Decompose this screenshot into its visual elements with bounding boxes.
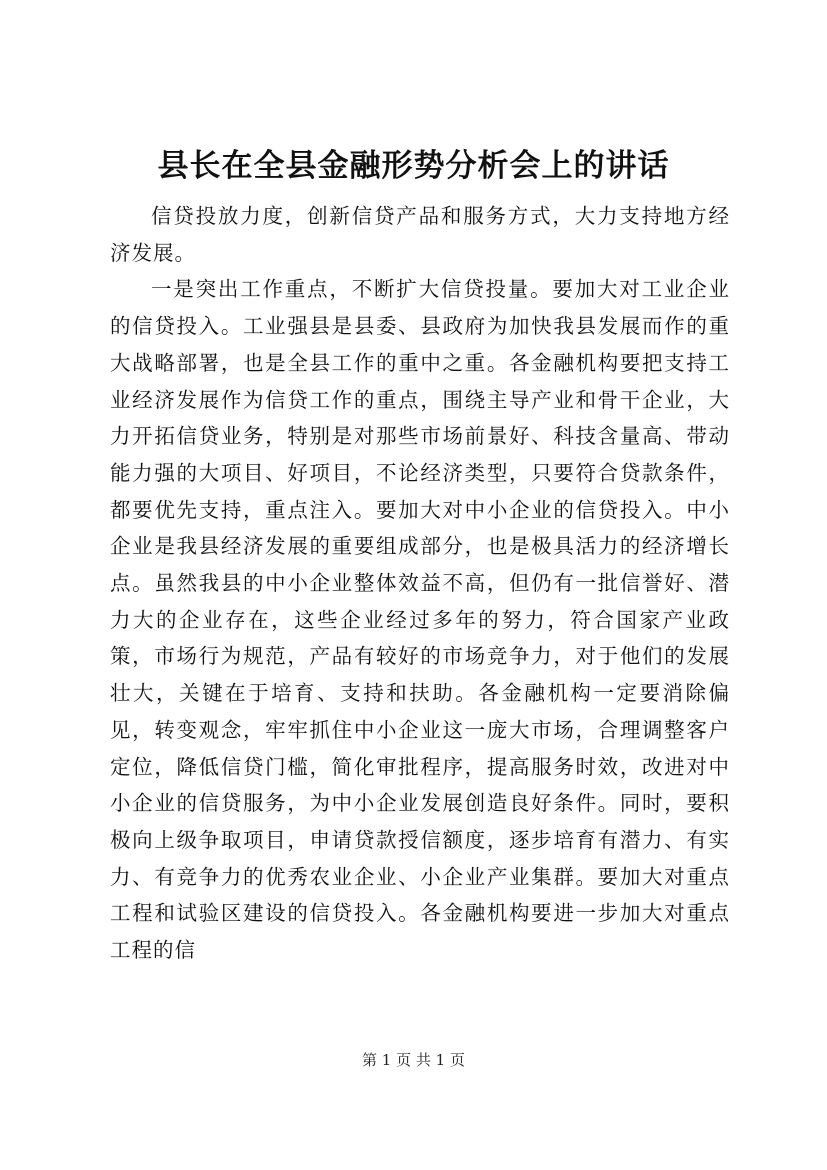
page-footer — [0, 1050, 827, 1070]
paragraph-2: 一是突出工作重点，不断扩大信贷投量。要加大对工业企业的信贷投入。工业强县是县委、县政府为加快我县发展而作的重大战略部署，也是全县工作的重中之重。各金融机构要把支持工业经济发展作为信贷工作的重点，围绕主导产业和骨干企业，大力开拓信贷业务，特别是对那些市场前景好、科技含量高、带动能力强的大项目、好项目，不论经济类型，只要符合贷款条件，都要优先支持，重点注入。要加大对中小企业的信贷投入。中小企业是我县经济发展的重要组成部分，也是极具活力的经济增长点。虽然我县的中小企业整体效益不高，但仍有一批信誉好、潜力大的企业存在，这些企业经过多年的努力，符合国家产业政策，市场行为规范，产品有较好的市场竞争力，对于他们的发展壮大，关键在于培育、支持和扶助。各金融机构一定要消除偏见，转变观念，牢牢抓住中小企业这一庞大市场，合理调整客户定位，降低信贷门槛，简化审批程序，提高服务时效，改进对中小企业的信贷服务，为中小企业发展创造良好条件。同时，要积极向上级争取项目，申请贷款授信额度，逐步培育有潜力、有实力、有竞争力的优秀农业企业、小企业产业集群。要加大对重点工程和试验区建设的信贷投入。各金融机构要进一步加大对重点工程的信 — [110, 277, 730, 963]
document-title: 县长在全县金融形势分析会上的讲话 — [157, 148, 670, 184]
page-number-label: 第 1 页 共 1 页 — [362, 1051, 465, 1069]
document-body — [110, 198, 730, 969]
paragraph-1: 信贷投放力度，创新信贷产品和服务方式，大力支持地方经济发展。 — [110, 204, 730, 265]
